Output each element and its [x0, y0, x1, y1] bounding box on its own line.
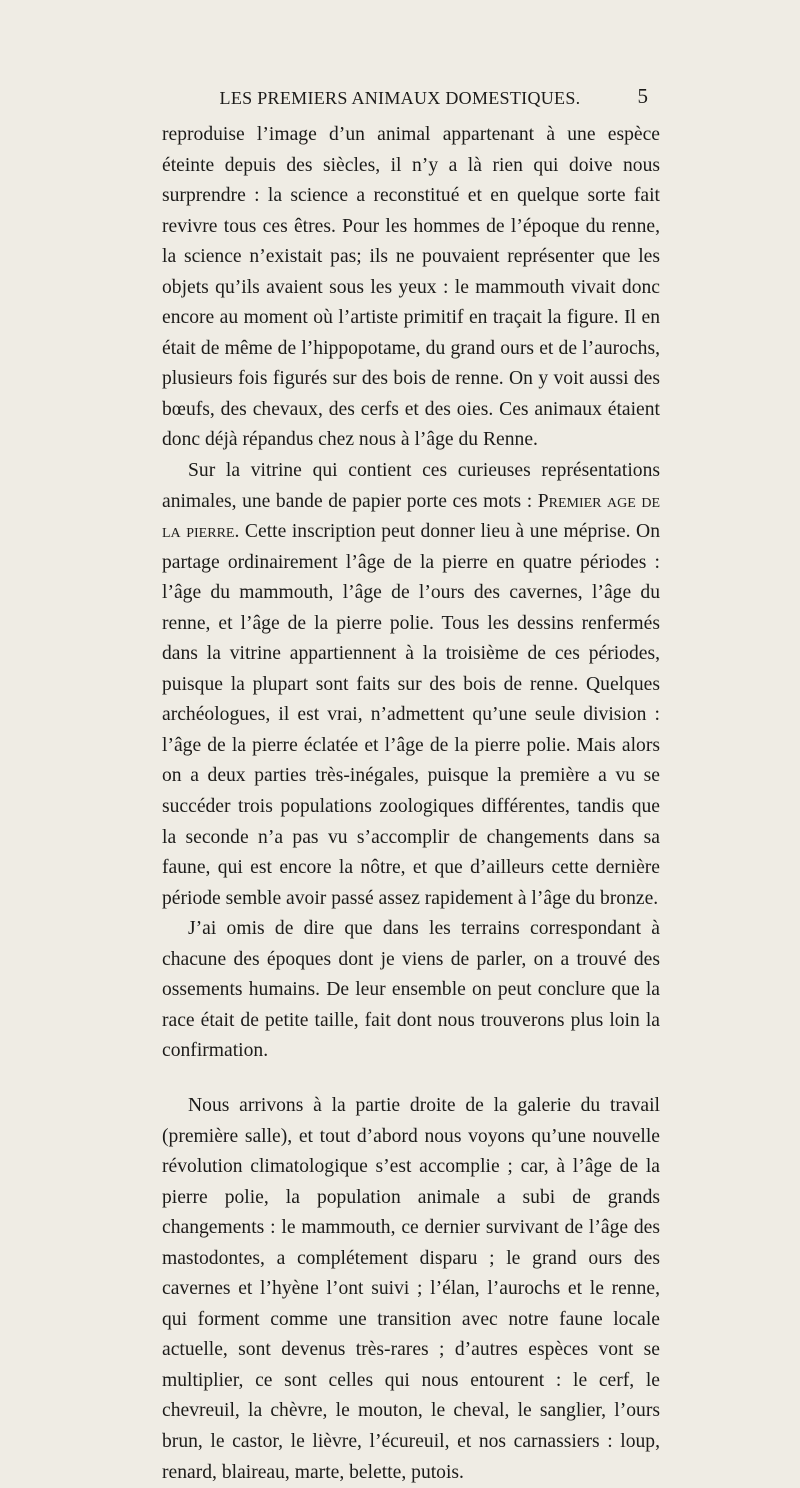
paragraph-2 — [162, 456, 660, 914]
paragraph-1-text: reproduise l’image d’un animal appartenant à une espèce éteinte depuis des siècles, il n’y a là rien qui doive nous surprendre : la science a reconstitué et en quelque sorte fait revivre tous ces êtres. Pour les hommes de l’époque du renne, la science n’existait pas; ils ne pouvaient représenter que les objets qu’ils avaient sous les yeux : le mammouth vivait donc encore au moment où l’artiste primitif en traçait la figure. Il en était de même de l’hippopotame, du grand ours et de l’aurochs, plusieurs fois figurés sur des bois de renne. On y voit aussi des bœufs, des chevaux, des cerfs et des oies. Ces animaux étaient donc déjà répandus chez nous à l’âge du Renne. — [162, 124, 660, 451]
body-text — [162, 120, 660, 1488]
vitrine-inscription: Premier age de la pierre. — [162, 490, 660, 543]
paragraph-4-text: Nous arrivons à la partie droite de la galerie du travail (première salle), et tout d’abord nous voyons qu’une nouvelle révolution climatologique s’est accomplie ; car, à l’âge de la pierre polie, la population animale a subi de grands changements : le mammouth, ce dernier survivant de l’âge des mastodontes, a complétement disparu ; le grand ours des cavernes et l’hyène l’ont suivi ; l’élan, l’aurochs et le renne, qui forment comme une transition avec notre faune locale actuelle, sont devenus très-rares ; d’autres espèces vont se multiplier, ce sont celles qui nous entourent : le cerf, le chevreuil, la chèvre, le mouton, le cheval, le sanglier, l’ours brun, le castor, le lièvre, l’écureuil, et nos carnassiers : loup, renard, blaireau, marte, belette, putois. — [162, 1094, 660, 1483]
page-number: 5 — [637, 84, 648, 108]
paragraph-3-text: J’ai omis de dire que dans les terrains correspondant à chacune des époques dont je viens de parler, on a trouvé des ossements humains. De leur ensemble on peut conclure que la race était de petite taille, fait dont nous trouverons plus loin la confirmation. — [162, 918, 660, 1062]
paragraph-1 — [162, 120, 660, 456]
paragraph-3 — [162, 914, 660, 1067]
paragraph-4 — [162, 1091, 660, 1488]
running-title: LES PREMIERS ANIMAUX DOMESTIQUES. — [219, 88, 581, 108]
paragraph-2-text-start: Sur la vitrine qui contient ces curieuses représentations animales, une bande de papier porte ces mots : — [162, 460, 660, 512]
paragraph-2-text-end: Cette inscription peut donner lieu à une méprise. On partage ordinairement l’âge de la pierre en quatre périodes : l’âge du mammouth, l’âge de l’ours des cavernes, l’âge du renne, et l’âge de la pierre polie. Tous les dessins renfermés dans la vitrine appartiennent à la troisième de ces périodes, puisque la plupart sont faits sur des bois de renne. Quelques archéologues, il est vrai, n’admettent qu’une seule division : l’âge de la pierre éclatée et l’âge de la pierre polie. Mais alors on a deux parties très-inégales, puisque la première a vu se succéder trois populations zoologiques différentes, tandis que la seconde n’a pas vu s’accomplir de changements dans sa faune, qui est encore la nôtre, et que d’ailleurs cette dernière période semble avoir passé assez rapidement à l’âge du bronze. — [162, 521, 660, 909]
